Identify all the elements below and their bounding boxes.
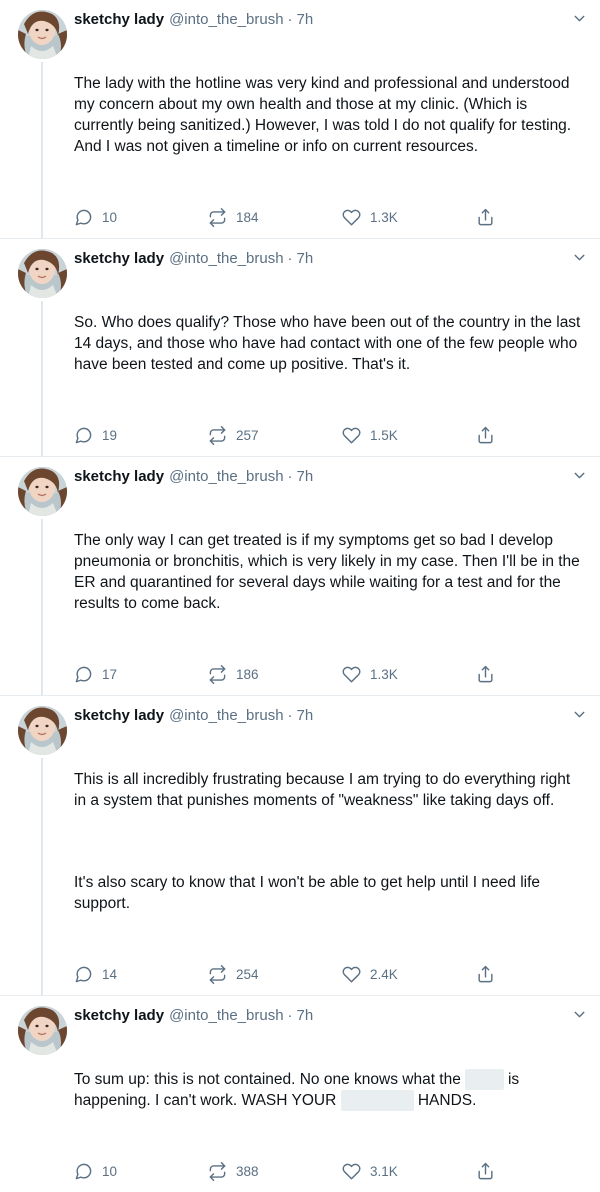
- display-name[interactable]: sketchy lady: [74, 468, 165, 485]
- tweet-header: [74, 706, 584, 726]
- share-icon: [476, 426, 495, 445]
- like-heart-icon: [342, 426, 361, 445]
- avatar[interactable]: [18, 467, 67, 516]
- tweet-header: [74, 10, 584, 30]
- reply-action[interactable]: [74, 965, 208, 984]
- redacted-word: [341, 1090, 414, 1111]
- tweet-paragraph: This is all incredibly frustrating because I am trying to do everything right in a system that punishes moments of "weakness" like taking days off.: [74, 771, 575, 809]
- retweet-icon: [208, 208, 227, 227]
- tweet-header: [74, 249, 584, 269]
- tweet-item[interactable]: [0, 996, 600, 1192]
- separator-dot: ·: [287, 707, 293, 724]
- display-name[interactable]: sketchy lady: [74, 1007, 165, 1024]
- avatar[interactable]: [18, 10, 67, 59]
- thread-connector-line: [41, 301, 43, 458]
- reply-action[interactable]: [74, 426, 208, 445]
- avatar[interactable]: [18, 249, 67, 298]
- avatar[interactable]: [18, 706, 67, 755]
- reply-action[interactable]: [74, 1162, 208, 1181]
- tweet-text: [74, 270, 584, 417]
- tweet-actions: [74, 665, 504, 684]
- retweet-icon: [208, 1162, 227, 1181]
- share-action[interactable]: [476, 208, 504, 227]
- avatar[interactable]: [18, 1006, 67, 1055]
- tweet-left-column: [12, 467, 72, 693]
- reply-icon: [74, 665, 93, 684]
- like-heart-icon: [342, 665, 361, 684]
- share-icon: [476, 665, 495, 684]
- tweet-body: [72, 467, 588, 693]
- tweet-text-segment: HANDS.: [413, 1092, 477, 1109]
- timestamp[interactable]: 7h: [296, 468, 314, 485]
- tweet-body: [72, 249, 588, 454]
- tweet-header: [74, 1006, 584, 1026]
- tweet-left-column: [12, 706, 72, 993]
- retweet-action[interactable]: [208, 965, 342, 984]
- chevron-down-icon[interactable]: [561, 10, 588, 27]
- timestamp[interactable]: 7h: [296, 11, 314, 28]
- tweet-paragraph: So. Who does qualify? Those who have been out of the country in the last 14 days, and those who have had contact with one of the few people who have been tested and come up positive. That's it.: [74, 314, 585, 373]
- separator-dot: ·: [287, 250, 293, 267]
- redacted-word: [465, 1069, 503, 1090]
- like-action[interactable]: [342, 1162, 476, 1181]
- like-heart-icon: [342, 965, 361, 984]
- thread-connector-line: [41, 758, 43, 997]
- user-handle[interactable]: @into_the_brush: [169, 707, 284, 724]
- tweet-item[interactable]: [0, 239, 600, 457]
- reply-count: 19: [102, 428, 118, 443]
- share-icon: [476, 965, 495, 984]
- tweet-text: [74, 1027, 584, 1153]
- separator-dot: ·: [287, 468, 293, 485]
- tweet-text: [74, 31, 584, 199]
- retweet-action[interactable]: [208, 665, 342, 684]
- retweet-action[interactable]: [208, 1162, 342, 1181]
- reply-action[interactable]: [74, 208, 208, 227]
- reply-count: 10: [102, 210, 118, 225]
- retweet-icon: [208, 426, 227, 445]
- tweet-item[interactable]: [0, 696, 600, 996]
- tweet-actions: [74, 965, 504, 984]
- tweet-paragraph: The lady with the hotline was very kind and professional and understood my concern about my own health and those at my clinic. (Which is currently being sanitized.) However, I was told I do not qualify for testing. And I was not given a timeline or info on current resources.: [74, 75, 575, 155]
- tweet-left-column: [12, 249, 72, 454]
- tweet-actions: [74, 426, 504, 445]
- reply-icon: [74, 1162, 93, 1181]
- tweet-actions: [74, 1162, 504, 1181]
- reply-action[interactable]: [74, 665, 208, 684]
- tweet-paragraph: The only way I can get treated is if my symptoms get so bad I develop pneumonia or bronchitis, which is very likely in my case. Then I'll be in the ER and quarantined for several days while waiting for a test and for the results to come back.: [74, 532, 585, 612]
- retweet-icon: [208, 665, 227, 684]
- reply-icon: [74, 208, 93, 227]
- like-heart-icon: [342, 208, 361, 227]
- separator-dot: ·: [287, 11, 293, 28]
- tweet-item[interactable]: [0, 457, 600, 696]
- like-action[interactable]: [342, 208, 476, 227]
- retweet-count: 186: [236, 667, 259, 682]
- like-count: 3.1K: [370, 1164, 398, 1179]
- user-handle[interactable]: @into_the_brush: [169, 1007, 284, 1024]
- reply-count: 10: [102, 1164, 118, 1179]
- tweet-actions: [74, 208, 504, 227]
- user-handle[interactable]: @into_the_brush: [169, 468, 284, 485]
- tweet-left-column: [12, 10, 72, 236]
- share-icon: [476, 208, 495, 227]
- chevron-down-icon[interactable]: [561, 249, 588, 266]
- retweet-action[interactable]: [208, 208, 342, 227]
- retweet-count: 257: [236, 428, 259, 443]
- tweet-text: [74, 488, 584, 656]
- display-name[interactable]: sketchy lady: [74, 707, 165, 724]
- timestamp[interactable]: 7h: [296, 1007, 314, 1024]
- like-count: 1.5K: [370, 428, 398, 443]
- like-count: 2.4K: [370, 967, 398, 982]
- retweet-count: 388: [236, 1164, 259, 1179]
- reply-count: 17: [102, 667, 118, 682]
- like-count: 1.3K: [370, 210, 398, 225]
- reply-count: 14: [102, 967, 118, 982]
- display-name[interactable]: sketchy lady: [74, 11, 165, 28]
- share-action[interactable]: [476, 965, 504, 984]
- tweet-paragraph: [74, 1069, 584, 1111]
- tweet-body: [72, 1006, 588, 1190]
- like-action[interactable]: [342, 426, 476, 445]
- like-heart-icon: [342, 1162, 361, 1181]
- retweet-icon: [208, 965, 227, 984]
- share-icon: [476, 1162, 495, 1181]
- user-handle[interactable]: @into_the_brush: [169, 250, 284, 267]
- tweet-paragraph: It's also scary to know that I won't be able to get help until I need life support.: [74, 874, 545, 912]
- thread-connector-line: [41, 62, 43, 240]
- tweet-text-segment: To sum up: this is not contained. No one knows what the: [74, 1071, 466, 1088]
- user-handle[interactable]: @into_the_brush: [169, 11, 284, 28]
- retweet-action[interactable]: [208, 426, 342, 445]
- reply-icon: [74, 965, 93, 984]
- tweet-body: [72, 10, 588, 236]
- like-count: 1.3K: [370, 667, 398, 682]
- tweet-left-column: [12, 1006, 72, 1190]
- like-action[interactable]: [342, 665, 476, 684]
- tweet-header: [74, 467, 584, 487]
- timestamp[interactable]: 7h: [296, 707, 314, 724]
- share-action[interactable]: [476, 426, 504, 445]
- separator-dot: ·: [287, 1007, 293, 1024]
- thread-connector-line: [41, 519, 43, 697]
- reply-icon: [74, 426, 93, 445]
- retweet-count: 254: [236, 967, 259, 982]
- tweet-body: [72, 706, 588, 993]
- tweet-item[interactable]: [0, 0, 600, 239]
- like-action[interactable]: [342, 965, 476, 984]
- chevron-down-icon[interactable]: [561, 1006, 588, 1023]
- tweet-text: [74, 727, 584, 956]
- share-action[interactable]: [476, 665, 504, 684]
- retweet-count: 184: [236, 210, 259, 225]
- chevron-down-icon[interactable]: [561, 467, 588, 484]
- timestamp[interactable]: 7h: [296, 250, 314, 267]
- share-action[interactable]: [476, 1162, 504, 1181]
- tweet-text-segment: is happening. I can't work. WASH YOUR: [74, 1071, 524, 1109]
- display-name[interactable]: sketchy lady: [74, 250, 165, 267]
- chevron-down-icon[interactable]: [561, 706, 588, 723]
